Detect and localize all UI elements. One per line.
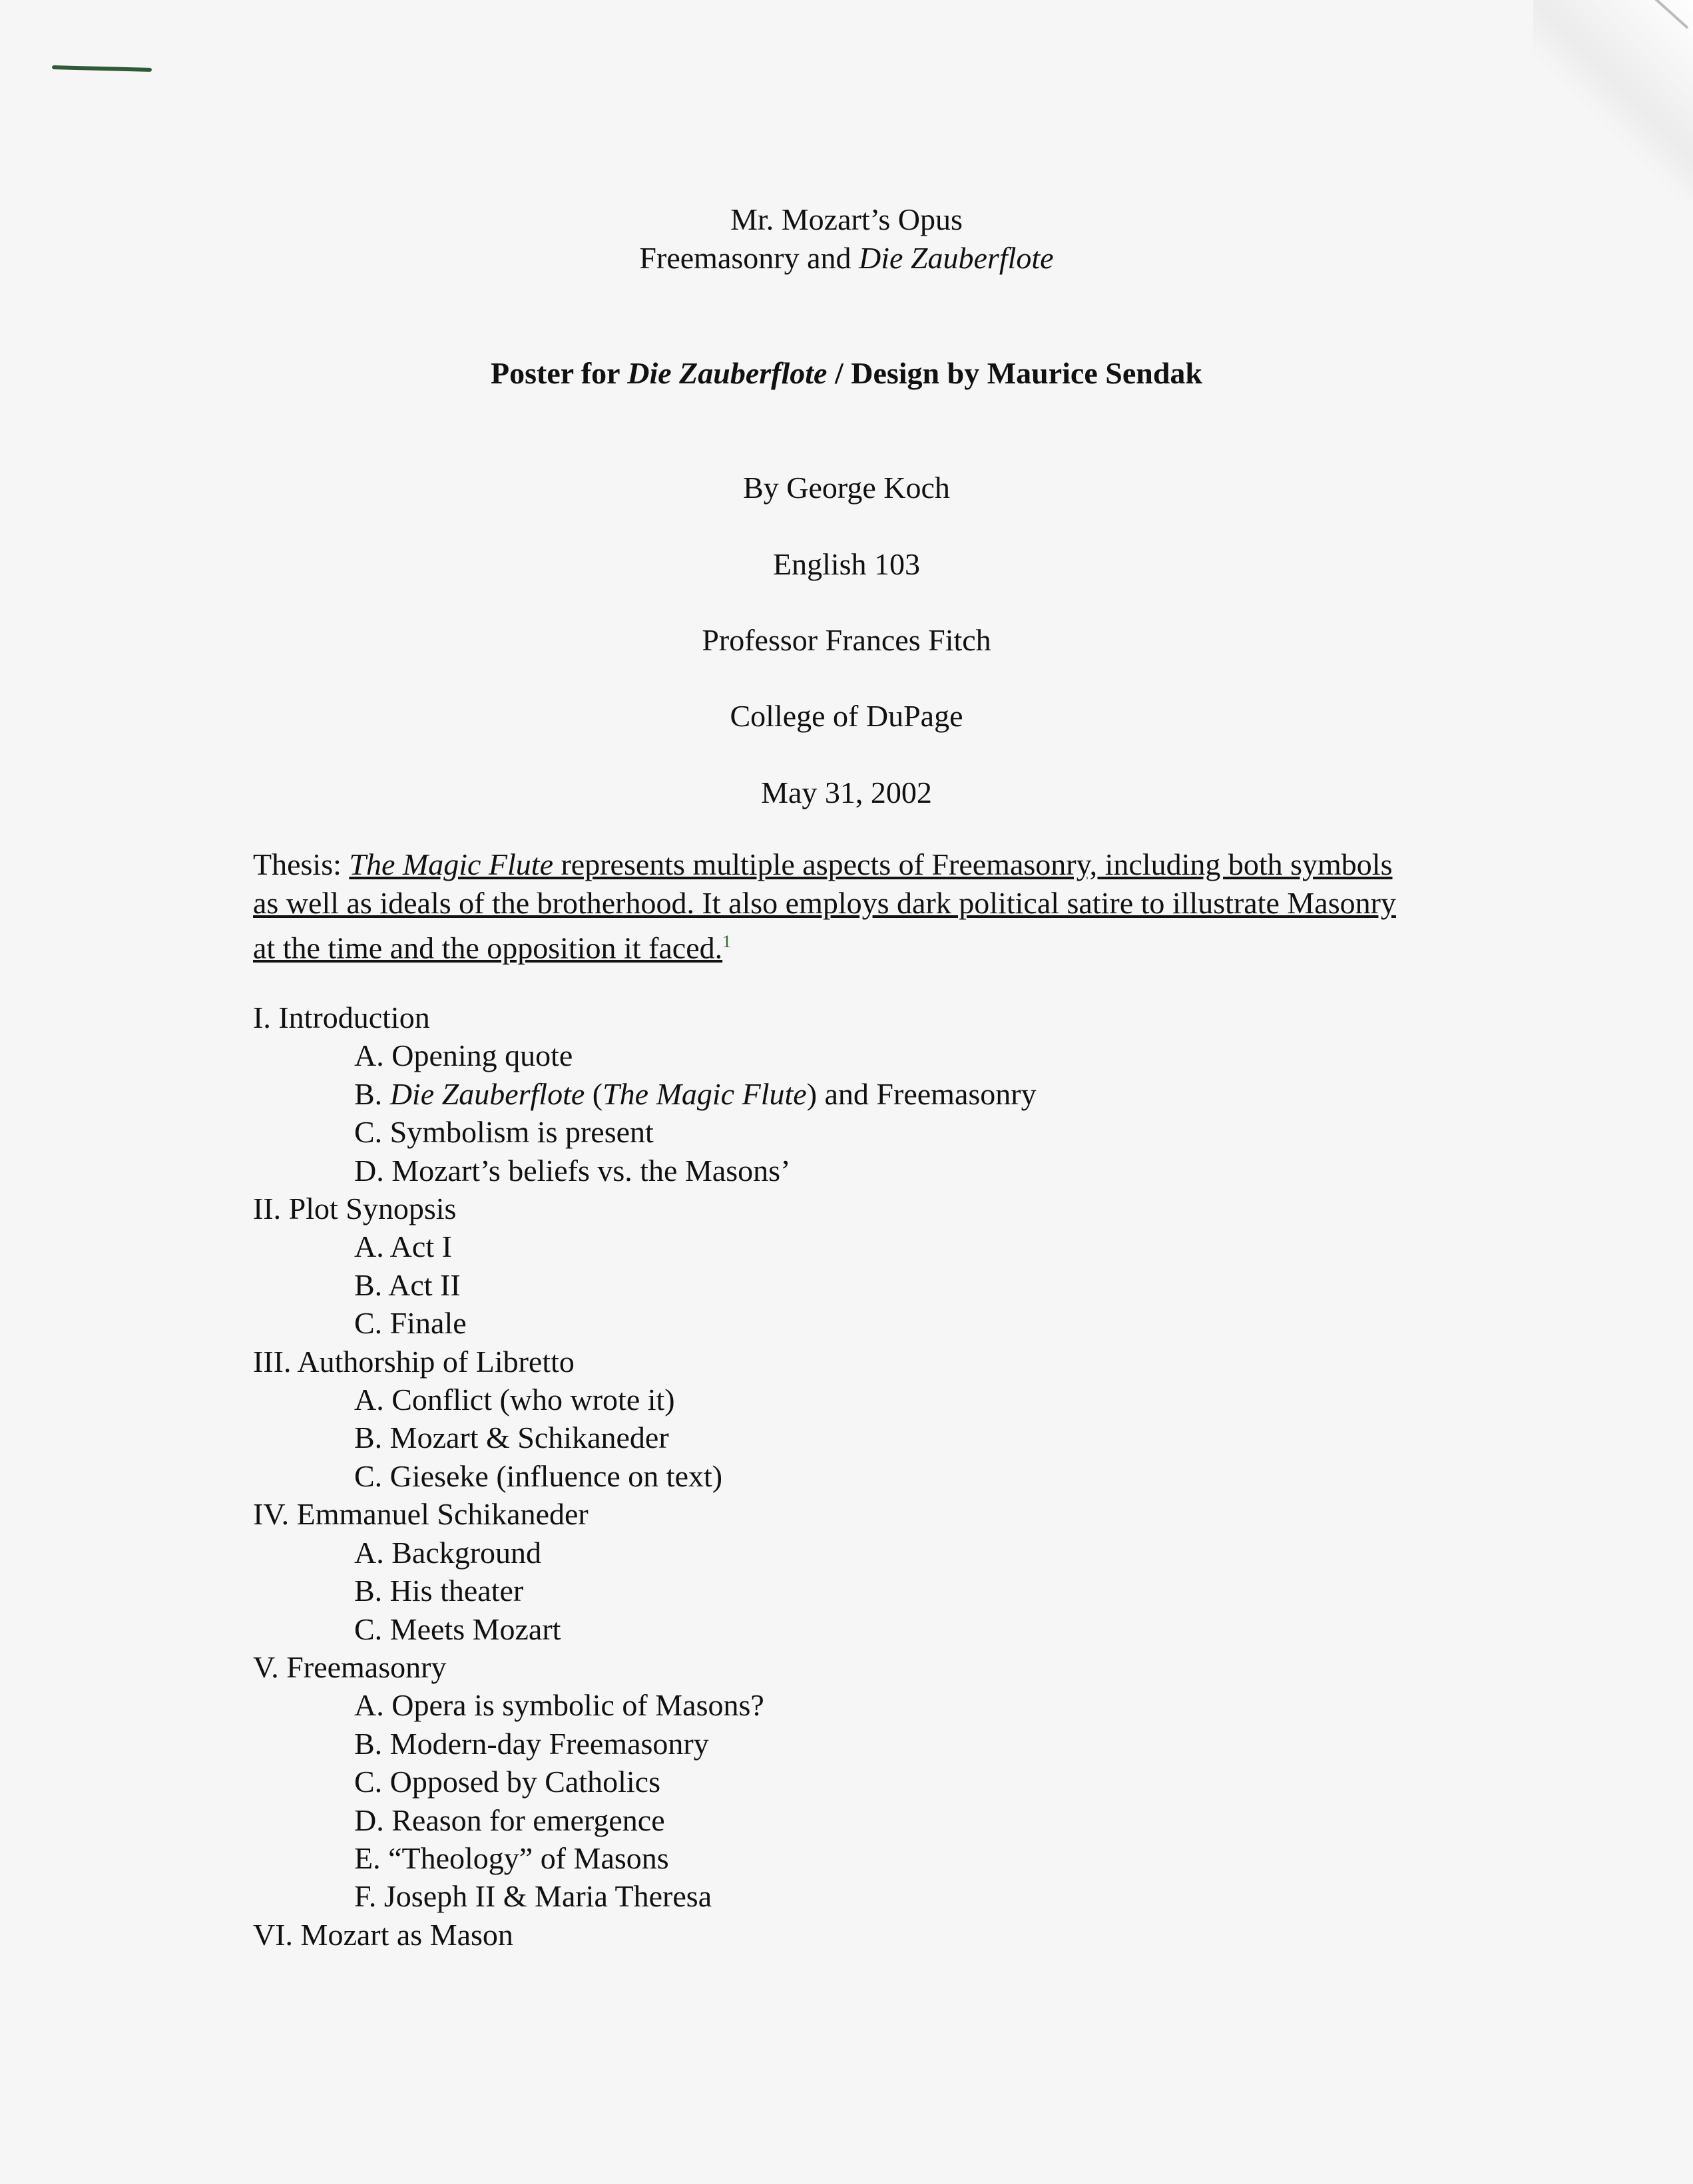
date: May 31, 2002 [761, 775, 932, 809]
outline-item: A. Act I [354, 1229, 452, 1264]
outline-item: B. Act II [354, 1267, 461, 1302]
outline-section: I. Introduction [253, 1000, 430, 1034]
footnote-marker: 1 [722, 932, 732, 951]
outline-item: A. Opening quote [354, 1038, 573, 1073]
title: Mr. Mozart’s Opus [730, 202, 963, 236]
professor: Professor Frances Fitch [702, 623, 991, 657]
course: English 103 [772, 547, 921, 581]
thesis-statement: Thesis: The Magic Flute represents multiple aspects of Freemasonry, including both symbols as well as ideals of the brotherhood. It also employs dark political satire to illustrate Masonry at the time and the opposition it faced.$^1$ [253, 847, 1396, 965]
outline-item: F. Joseph II & Maria Theresa [354, 1879, 712, 1914]
outline [253, 998, 1451, 1954]
outline-item: B. Die Zauberflote (The Magic Flute) and Freemasonry [354, 1076, 1037, 1111]
outline-item: A. Conflict (who wrote it) [354, 1383, 675, 1417]
outline-item: C. Symbolism is present [354, 1115, 654, 1150]
outline-item: B. Modern-day Freemasonry [354, 1726, 709, 1761]
subtitle: Freemasonry and Die Zauberflote [639, 241, 1054, 275]
outline-section: IV. Emmanuel Schikaneder [253, 1497, 589, 1532]
pen-mark [52, 65, 152, 72]
outline-item: C. Meets Mozart [354, 1612, 561, 1646]
outline-item: D. Reason for emergence [354, 1803, 665, 1837]
poster-caption: Poster for Die Zauberflote / Design by Maurice Sendak [491, 356, 1202, 390]
author: By George Koch [743, 471, 950, 505]
outline-item: D. Mozart’s beliefs vs. the Masons’ [354, 1153, 791, 1188]
folded-corner [1533, 0, 1693, 200]
outline-item: B. Mozart & Schikaneder [354, 1420, 669, 1455]
outline-item: B. His theater [354, 1574, 524, 1608]
outline-item: C. Gieseke (influence on text) [354, 1458, 723, 1493]
outline-section: V. Freemasonry [253, 1649, 447, 1684]
college: College of DuPage [730, 699, 963, 733]
outline-item: C. Finale [354, 1306, 467, 1341]
outline-section: II. Plot Synopsis [253, 1192, 457, 1226]
outline-section: VI. Mozart as Mason [253, 1917, 513, 1952]
outline-section: III. Authorship of Libretto [253, 1344, 575, 1379]
outline-item: C. Opposed by Catholics [354, 1765, 660, 1799]
outline-item: A. Background [354, 1535, 542, 1570]
outline-item: A. Opera is symbolic of Masons? [354, 1688, 764, 1723]
outline-item: E. “Theology” of Masons [354, 1841, 669, 1875]
